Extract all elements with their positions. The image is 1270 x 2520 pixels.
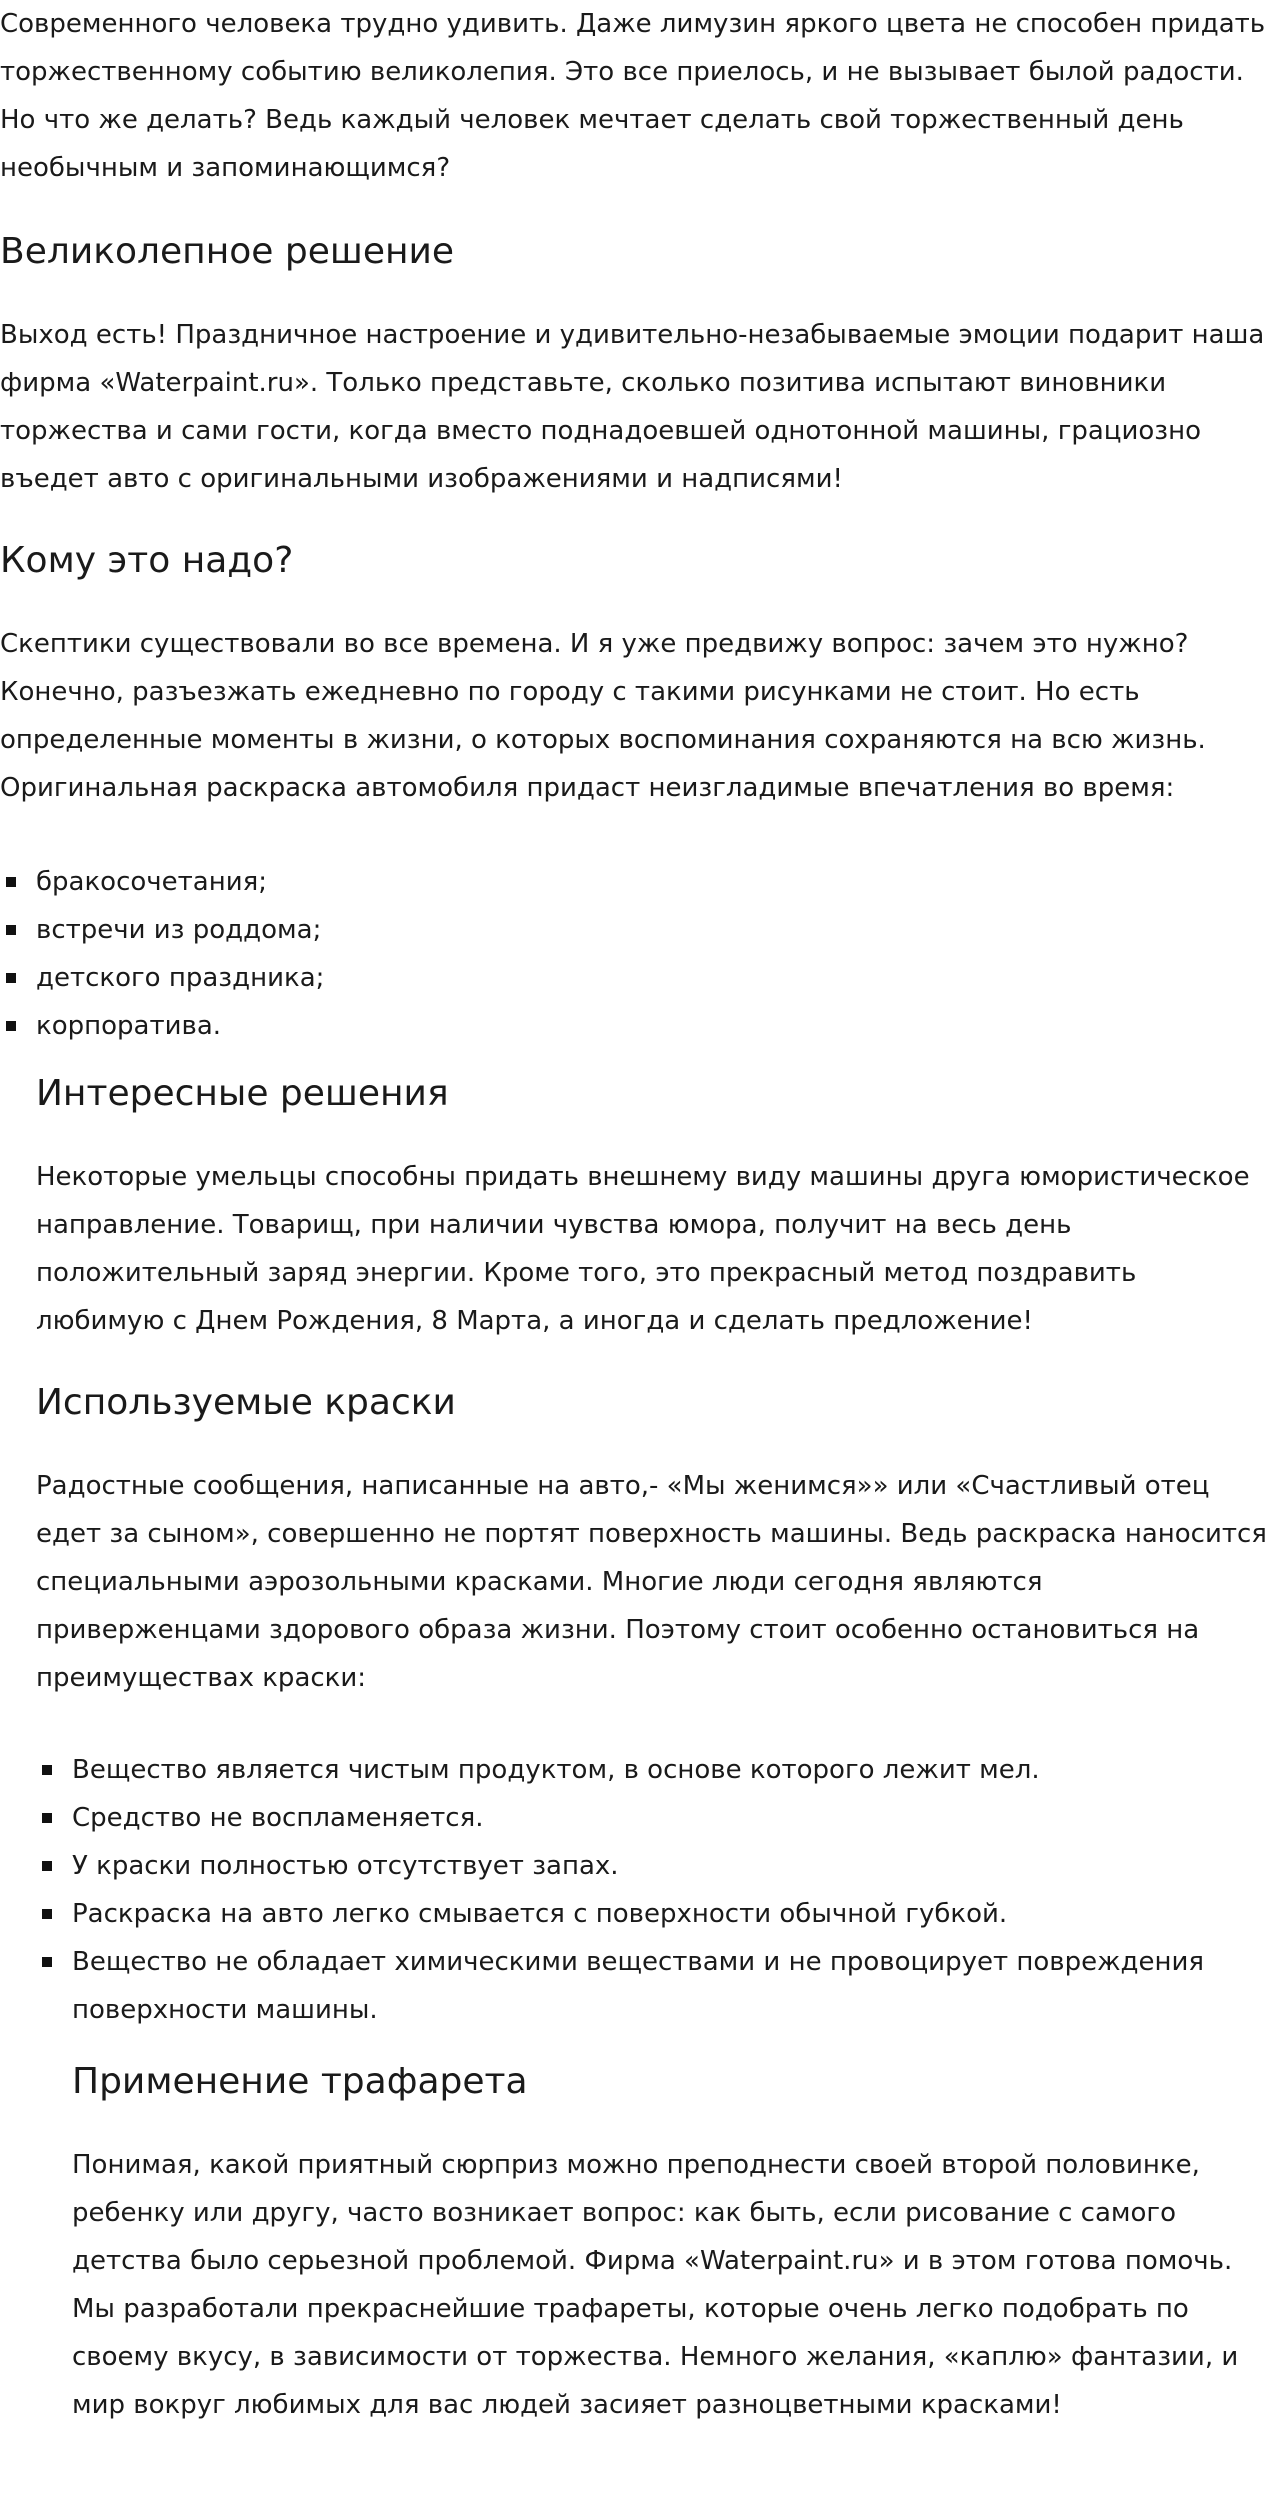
list-item-text: Средство не воспламеняется. (72, 1803, 484, 1833)
section-heading-stencil-usage: Применение трафарета (72, 2061, 528, 2102)
section-heading-interesting-solutions: Интересные решения (36, 1073, 449, 1114)
list-item-text: детского праздника; (36, 963, 325, 993)
list-item (36, 1746, 1270, 1794)
square-bullet-icon (6, 877, 16, 887)
square-bullet-icon (42, 1957, 52, 1967)
intro-paragraph: Современного человека трудно удивить. Даже лимузин яркого цвета не способен придать торжественному событию великолепия. Это все приелось, и не вызывает былой радости. Но что же делать? Ведь каждый человек мечтает сделать свой торжественный день необычным и запоминающимся? (0, 9, 1266, 183)
section-paragraph-interesting-solutions: Некоторые умельцы способны придать внешнему виду машины друга юмористическое направление. Товарищ, при наличии чувства юмора, получит на весь день положительный заряд энергии. Кроме того, это прекрасный метод поздравить любимую с Днем Рождения, 8 Марта, а иногда и сделать предложение! (36, 1162, 1250, 1336)
square-bullet-icon (6, 973, 16, 983)
square-bullet-icon (6, 925, 16, 935)
section-paragraph-magnificent-solution: Выход есть! Праздничное настроение и удивительно-незабываемые эмоции подарит наша фирма «Waterpaint.ru». Только представьте, сколько позитива испытают виновники торжества и сами гости, когда вместо поднадоевшей однотонной машины, грациозно въедет авто с оригинальными изображениями и надписями! (0, 320, 1265, 494)
list-item-text: Вещество не обладает химическими веществами и не провоцирует повреждения поверхности машины. (72, 1947, 1205, 2025)
section-paragraph-stencil-usage: Понимая, какой приятный сюрприз можно преподнести своей второй половинке, ребенку или другу, часто возникает вопрос: как быть, если рисование с самого детства было серьезной проблемой. Фирма «Waterpaint.ru» и в этом готова помочь. Мы разработали прекраснейшие трафареты, которые очень легко подобрать по своему вкусу, в зависимости от торжества. Немного желания, «каплю» фантазии, и мир вокруг любимых для вас людей засияет разноцветными красками! (72, 2150, 1239, 2420)
section-paragraph-paints-used: Радостные сообщения, написанные на авто,- «Мы женимся»» или «Счастливый отец едет за сыном», совершенно не портят поверхность машины. Ведь раскраска наносится специальными аэрозольными красками. Многие люди сегодня являются приверженцами здорового образа жизни. Поэтому стоит особенно остановиться на преимуществах краски: (36, 1471, 1267, 1693)
list-item (0, 906, 1270, 954)
list-item (0, 954, 1270, 1002)
list-item (0, 1002, 1270, 1050)
paint-benefits-list (36, 1746, 1270, 2034)
list-item-text: корпоратива. (36, 1011, 222, 1041)
section-paragraph-who-needs-it: Скептики существовали во все времена. И я уже предвижу вопрос: зачем это нужно? Конечно, разъезжать ежедневно по городу с такими рисунками не стоит. Но есть определенные моменты в жизни, о которых воспоминания сохраняются на всю жизнь. Оригинальная раскраска автомобиля придаст неизгладимые впечатления во время: (0, 629, 1206, 803)
square-bullet-icon (42, 1909, 52, 1919)
list-item (36, 1842, 1270, 1890)
square-bullet-icon (42, 1813, 52, 1823)
list-item-text: Вещество является чистым продуктом, в основе которого лежит мел. (72, 1755, 1040, 1785)
list-item-text: Раскраска на авто легко смывается с поверхности обычной губкой. (72, 1899, 1008, 1929)
list-item-text: встречи из роддома; (36, 915, 322, 945)
list-item (36, 1794, 1270, 1842)
section-heading-who-needs-it: Кому это надо? (0, 540, 294, 581)
events-list (0, 858, 1270, 1050)
section-heading-magnificent-solution: Великолепное решение (0, 231, 455, 272)
list-item (36, 1938, 1270, 2034)
square-bullet-icon (6, 1021, 16, 1031)
list-item (0, 858, 1270, 906)
list-item-text: У краски полностью отсутствует запах. (72, 1851, 619, 1881)
section-heading-paints-used: Используемые краски (36, 1382, 456, 1423)
square-bullet-icon (42, 1861, 52, 1871)
square-bullet-icon (42, 1765, 52, 1775)
list-item-text: бракосочетания; (36, 867, 268, 897)
list-item (36, 1890, 1270, 1938)
